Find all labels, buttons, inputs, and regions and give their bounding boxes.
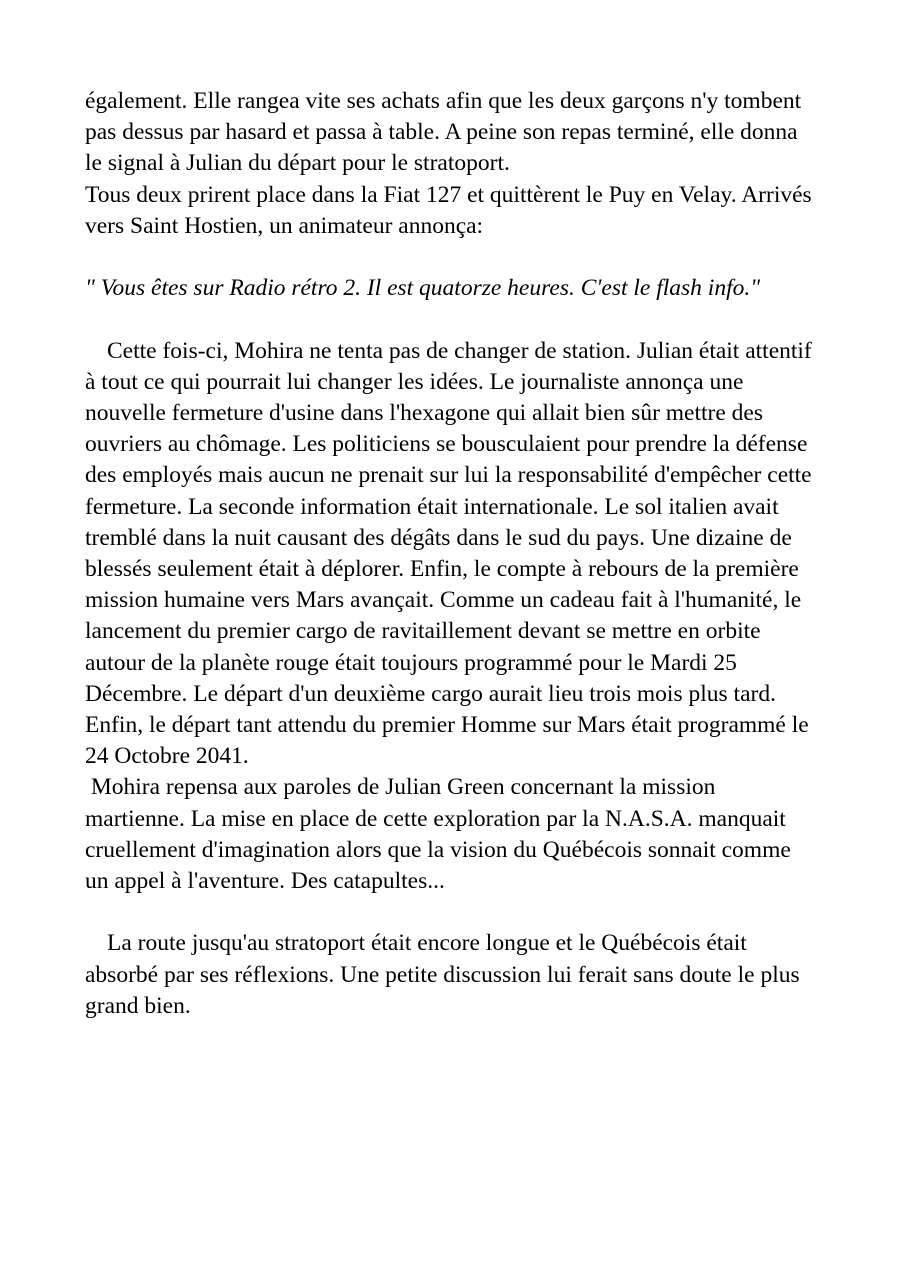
paragraph-departure: Tous deux prirent place dans la Fiat 127 et quittèrent le Puy en Velay. Arrivés vers Saint Hostien, un animateur annonça: (85, 181, 818, 239)
paragraph-spacer (85, 242, 815, 273)
paragraph-radio-quote: " Vous êtes sur Radio rétro 2. Il est quatorze heures. C'est le flash info." (85, 275, 761, 302)
paragraph-mohira-reflection: Mohira repensa aux paroles de Julian Green concernant la mission martienne. La mise en place de cette exploration par la N.A.S.A. manquait cruellement d'imagination alors que la vision du Québécois sonnait comme un appel à l'aventure. Des catapultes... (85, 774, 797, 895)
text-column (85, 86, 818, 1022)
paragraph-opening: également. Elle rangea vite ses achats afin que les deux garçons n'y tombent pas dessus par hasard et passa à table. A peine son repas terminé, elle donna le signal à Julian du départ pour le stratoport. (85, 88, 808, 177)
paragraph-spacer (85, 304, 815, 335)
paragraph-road-ahead: La route jusqu'au stratoport était encore longue et le Québécois était absorbé par ses réflexions. Une petite discussion lui ferait sans doute le plus grand bien. (85, 930, 806, 1019)
paragraph-news-flash: Cette fois-ci, Mohira ne tenta pas de changer de station. Julian était attentif à tout ce qui pourrait lui changer les idées. Le journaliste annonça une nouvelle fermeture d'usine dans l'hexagone qui allait bien sûr mettre des ouvriers au chômage. Les politiciens se bousculaient pour prendre la défense des employés mais aucun ne prenait sur lui la responsabilité d'empêcher cette fermeture. La seconde information était internationale. Le sol italien avait tremblé dans la nuit causant des dégâts dans le sud du pays. Une dizaine de blessés seulement était à déplorer. Enfin, le compte à rebours de la première mission humaine vers Mars avançait. Comme un cadeau fait à l'humanité, le lancement du premier cargo de ravitaillement devant se mettre en orbite autour de la planète rouge était toujours programmé pour le Mardi 25 Décembre. Le départ d'un deuxième cargo aurait lieu trois mois plus tard. Enfin, le départ tant attendu du premier Homme sur Mars était programmé le 24 Octobre 2041. (85, 337, 818, 770)
paragraph-spacer (85, 897, 815, 928)
